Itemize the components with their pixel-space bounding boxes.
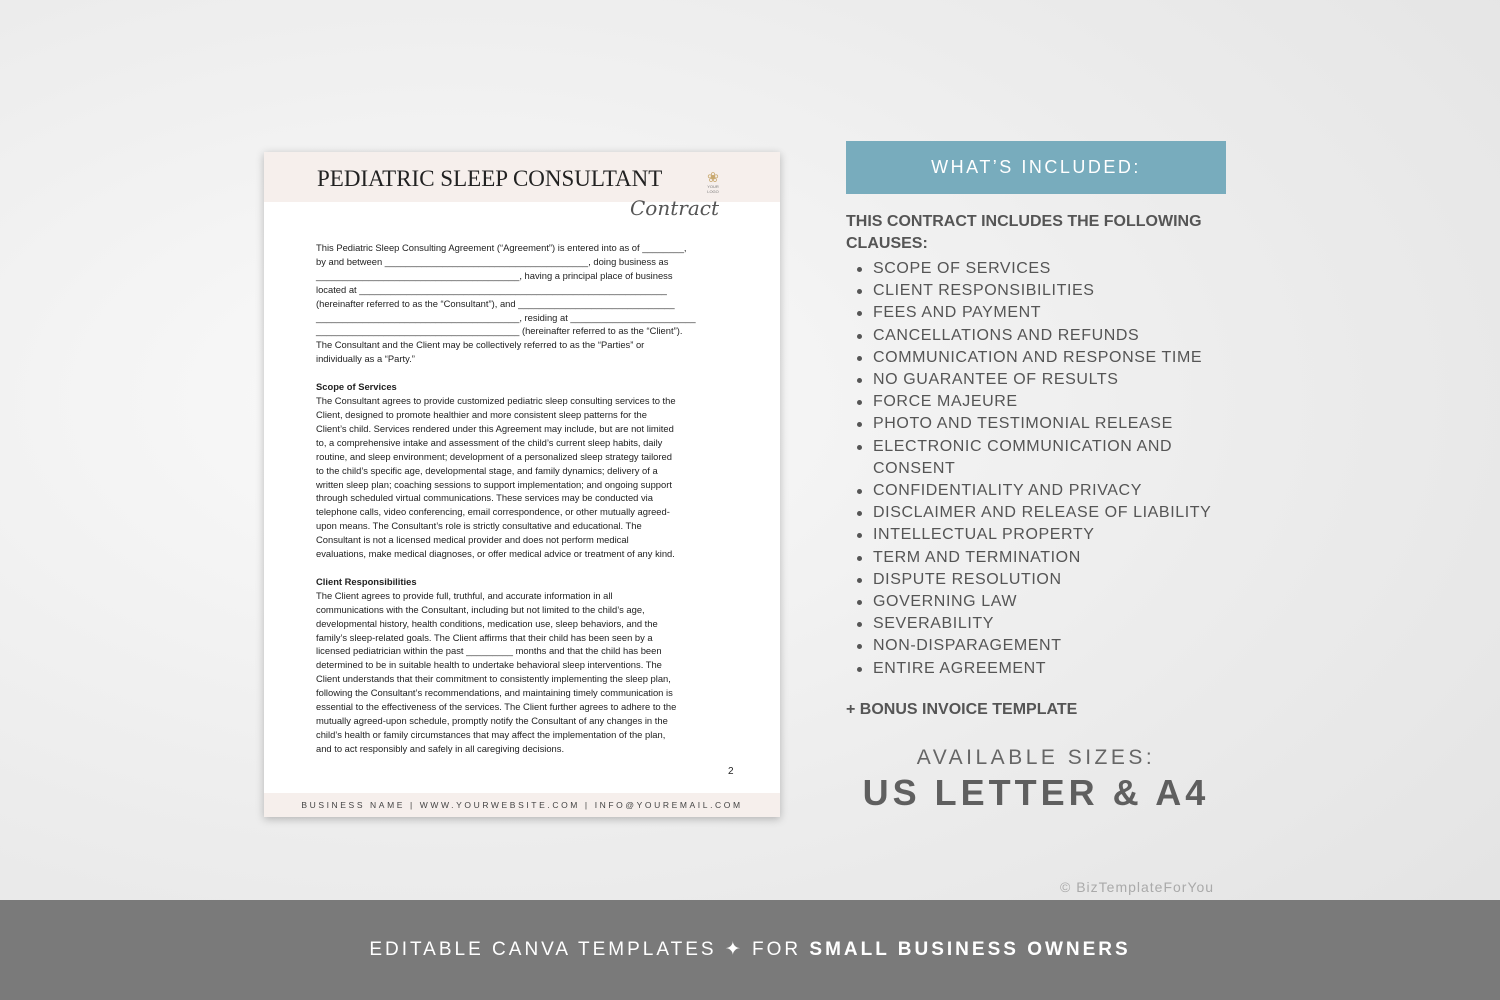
copyright: © BizTemplateForYou — [1060, 879, 1215, 895]
section-line: Consultant is not a licensed medical provider and does not perform medical — [316, 534, 629, 546]
intro-line: by and between _______________________________________, doing business as — [316, 255, 669, 267]
sizes-label: AVAILABLE SIZES: — [916, 746, 1156, 769]
banner-text-bold: SMALL BUSINESS OWNERS — [809, 939, 1131, 960]
intro-line: (hereinafter referred to as the “Consultant”), and ______________________________ — [316, 297, 675, 309]
clauses-list — [873, 258, 1211, 680]
section-line: Client, designed to promote healthier and more consistent sleep patterns for the — [316, 408, 647, 420]
section-heading: Client Responsibilities — [316, 575, 417, 587]
section-line: Client’s child. Services rendered under this Agreement may include, but are not limited — [316, 422, 674, 434]
intro-line: This Pediatric Sleep Consulting Agreement (“Agreement”) is entered into as of ________, — [316, 242, 687, 253]
section-line: family’s sleep-related goals. The Client affirms that their child has been seen by a — [316, 631, 653, 643]
clause-item: SEVERABILITY — [873, 613, 1211, 635]
clause-item: CLIENT RESPONSIBILITIES — [873, 280, 1211, 302]
section-heading: Scope of Services — [316, 381, 397, 393]
logo-text: YOUR LOGO — [707, 184, 719, 194]
section-line: upon means. The Consultant’s role is strictly consultative and educational. The — [316, 520, 642, 532]
clause-item: TERM AND TERMINATION — [873, 547, 1211, 569]
section-line: communications with the Consultant, including but not limited to the child’s age, — [316, 603, 645, 615]
clause-item: ENTIRE AGREEMENT — [873, 658, 1211, 680]
document-subtitle: Contract — [630, 196, 719, 220]
section-line: written sleep plan; coaching sessions to support implementation; and ongoing support — [316, 478, 672, 490]
sizes-value: US LETTER & A4 — [862, 772, 1210, 813]
section-line: telephone calls, video conferencing, email correspondence, or other mutually agreed- — [316, 506, 670, 518]
bonus-text: + BONUS INVOICE TEMPLATE — [846, 701, 1078, 718]
clause-item: CANCELLATIONS AND REFUNDS — [873, 325, 1211, 347]
clauses-intro: THIS CONTRACT INCLUDES THE FOLLOWING CLAUSES: — [846, 213, 1202, 252]
clause-item: SCOPE OF SERVICES — [873, 258, 1211, 280]
section-line: evaluations, make medical diagnoses, or offer medical advice or treatment of any kind. — [316, 548, 675, 560]
clause-item: FORCE MAJEURE — [873, 391, 1211, 413]
section-line: licensed pediatrician within the past _________ months and that the child has been — [316, 645, 662, 657]
clause-item: INTELLECTUAL PROPERTY — [873, 524, 1211, 546]
clause-item: FEES AND PAYMENT — [873, 302, 1211, 324]
section-line: to, a comprehensive intake and assessment of the child’s current sleep habits, daily — [316, 436, 663, 448]
section-line: mutually agreed-upon schedule, promptly notify the Consultant of any changes in the — [316, 715, 668, 726]
document-title: PEDIATRIC SLEEP CONSULTANT — [317, 166, 663, 191]
intro-line: located at ___________________________________________________________ — [316, 283, 667, 295]
section-line: essential to the effectiveness of the services. The Client further agrees to adhere to the — [316, 701, 677, 713]
intro-line: The Consultant and the Client may be collectively referred to as the “Parties” or — [316, 339, 645, 351]
page-number: 2 — [728, 766, 734, 777]
lotus-logo-icon: ❀ YOUR LOGO — [702, 170, 724, 194]
document-body — [316, 241, 736, 756]
intro-line: _______________________________________ (hereinafter referred to as the “Client”). — [316, 325, 683, 337]
section-line: The Client agrees to provide full, truthful, and accurate information in all — [316, 589, 613, 601]
contract-page-preview — [264, 152, 780, 817]
whats-included-header: WHAT’S INCLUDED: — [846, 141, 1226, 194]
section-line: and to act responsibly and safely in all caregiving decisions. — [316, 742, 565, 754]
section-line: developmental history, health conditions, medication use, sleep behaviors, and the — [316, 617, 658, 629]
clause-item: CONFIDENTIALITY AND PRIVACY — [873, 480, 1211, 502]
section-line: determined to be in suitable health to undertake behavioral sleep interventions. The — [316, 659, 662, 671]
section-line: following the Consultant’s recommendations, and maintaining timely communication is — [316, 687, 673, 699]
clause-item: DISCLAIMER AND RELEASE OF LIABILITY — [873, 502, 1211, 524]
clause-item: DISPUTE RESOLUTION — [873, 569, 1211, 591]
clause-item: ELECTRONIC COMMUNICATION AND CONSENT — [873, 436, 1183, 480]
document-footer: BUSINESS NAME | WWW.YOURWEBSITE.COM | INFO@YOUREMAIL.COM — [264, 793, 780, 817]
bottom-banner — [0, 900, 1500, 1000]
section-line: to the child’s specific age, developmental stage, and family dynamics; delivery of a — [316, 464, 658, 476]
clause-item: NON-DISPARAGEMENT — [873, 635, 1211, 657]
section-line: through scheduled virtual communications. These services may be conducted via — [316, 492, 653, 504]
intro-line: individually as a “Party.” — [316, 353, 415, 365]
clause-item: COMMUNICATION AND RESPONSE TIME — [873, 347, 1211, 369]
clause-item: NO GUARANTEE OF RESULTS — [873, 369, 1211, 391]
section-line: Client understands that their commitment to consistently implementing the sleep plan, — [316, 673, 671, 685]
section-line: routine, and sleep environment; development of a personalized sleep strategy tailored — [316, 450, 672, 462]
clause-item: PHOTO AND TESTIMONIAL RELEASE — [873, 413, 1211, 435]
banner-text: EDITABLE CANVA TEMPLATES ✦ FOR — [369, 939, 810, 960]
section-line: The Consultant agrees to provide customized pediatric sleep consulting services to the — [316, 395, 676, 407]
intro-line: _______________________________________, residing at ________________________ — [316, 311, 696, 323]
intro-line: _______________________________________, having a principal place of business — [316, 269, 673, 281]
clause-item: GOVERNING LAW — [873, 591, 1211, 613]
section-line: child’s health or family circumstances that may affect the implementation of the plan, — [316, 728, 666, 740]
